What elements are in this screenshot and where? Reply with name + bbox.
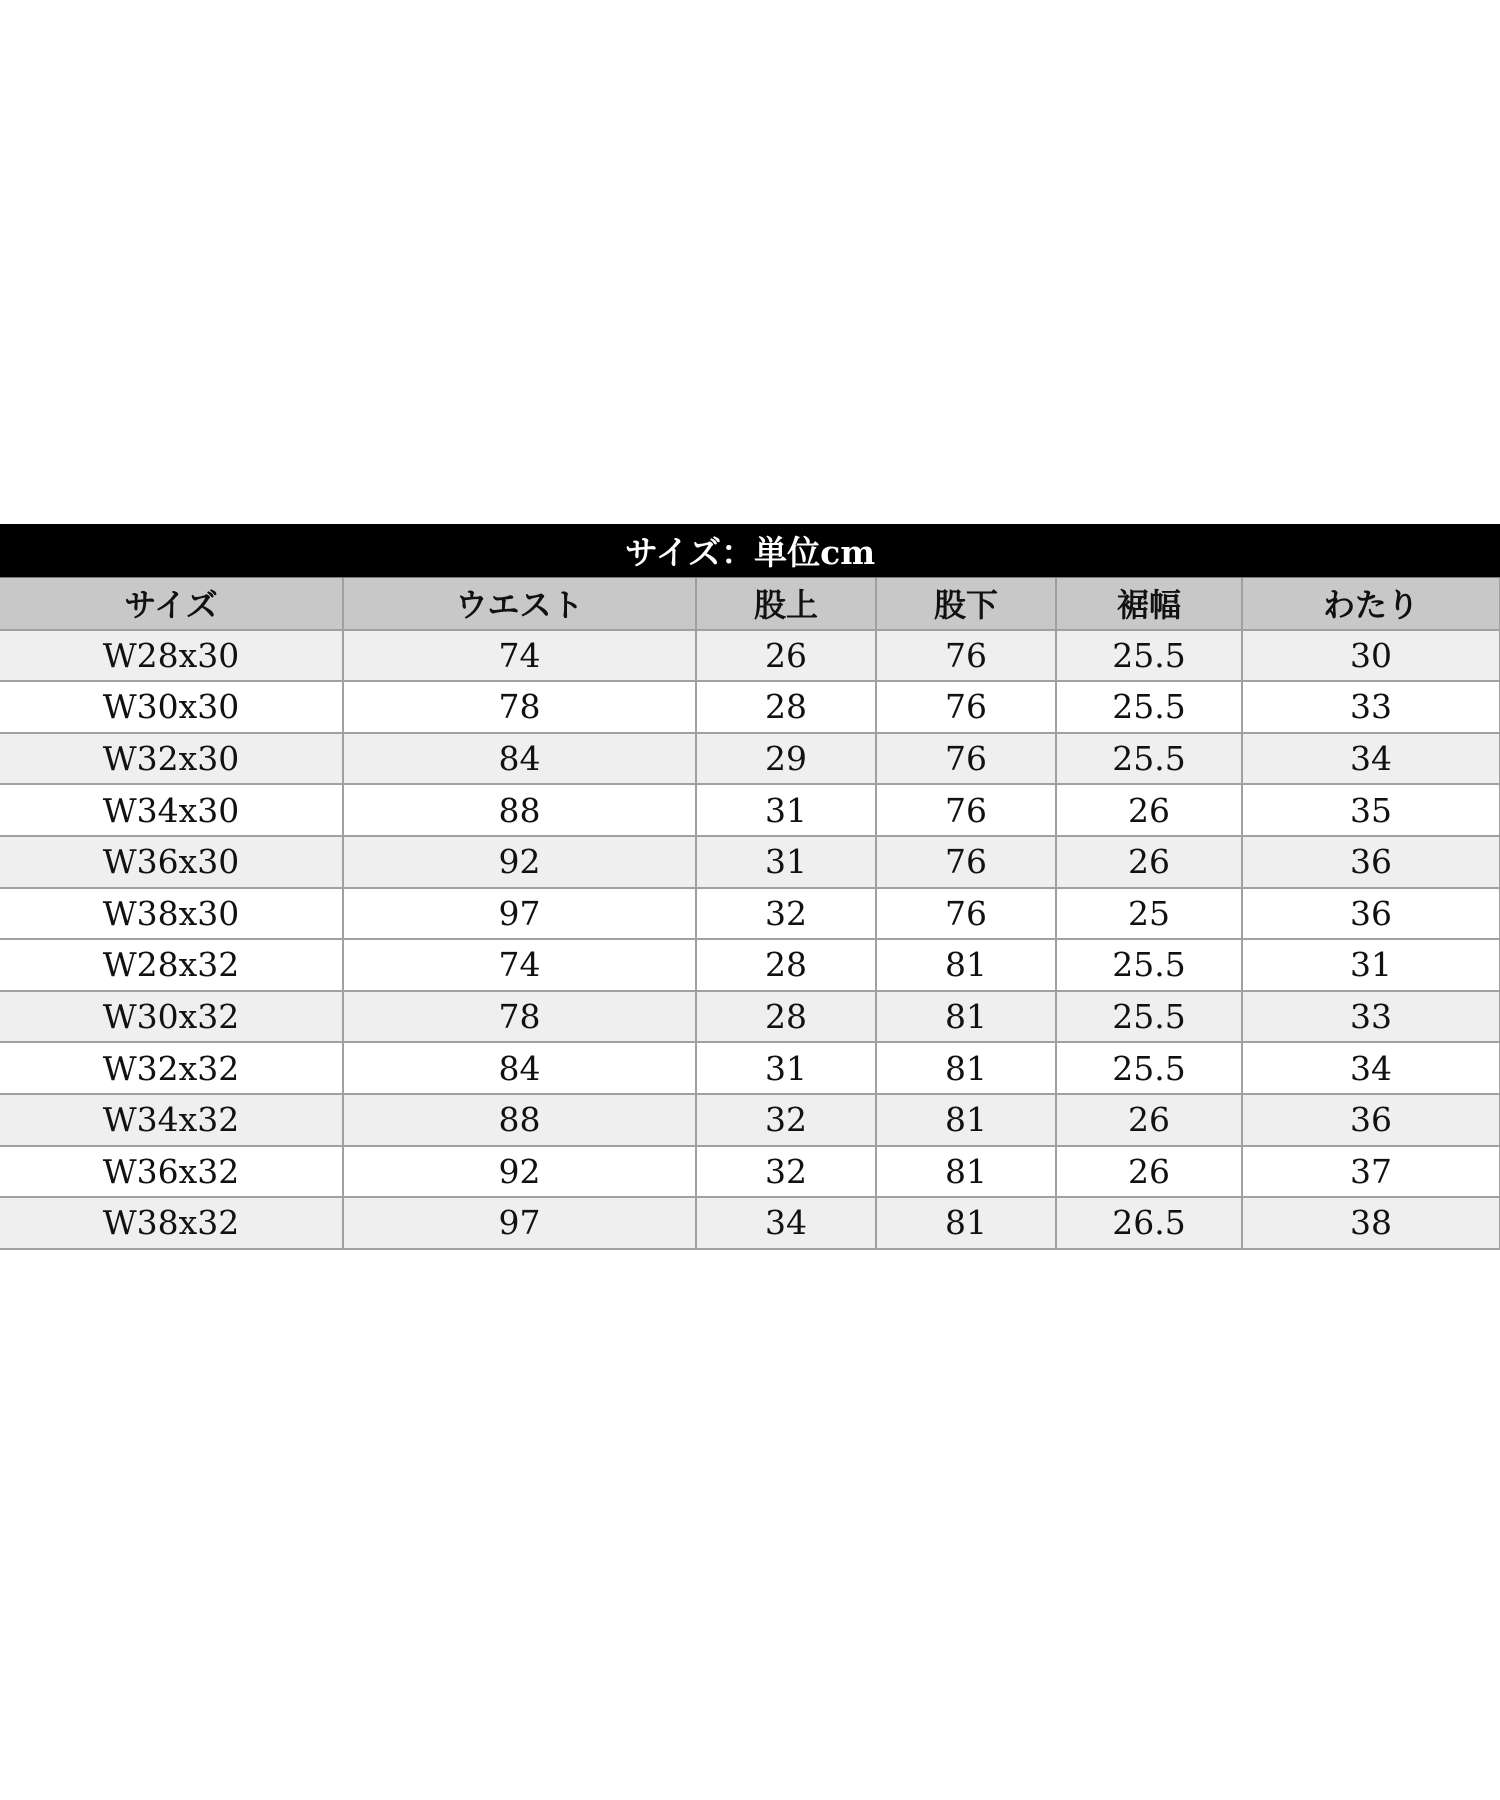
cell-inseam: 76	[876, 836, 1056, 888]
table-row	[0, 991, 1500, 1043]
cell-thigh: 38	[1242, 1197, 1500, 1249]
cell-size: W38x30	[0, 888, 343, 940]
cell-inseam: 76	[876, 681, 1056, 733]
table-row	[0, 733, 1500, 785]
cell-size: W32x30	[0, 733, 343, 785]
cell-size: W30x32	[0, 991, 343, 1043]
cell-thigh: 34	[1242, 1042, 1500, 1094]
table-row	[0, 888, 1500, 940]
cell-thigh: 37	[1242, 1146, 1500, 1198]
cell-thigh: 36	[1242, 1094, 1500, 1146]
cell-thigh: 33	[1242, 991, 1500, 1043]
cell-rise: 34	[696, 1197, 876, 1249]
cell-thigh: 34	[1242, 733, 1500, 785]
cell-hem-width: 26	[1056, 836, 1242, 888]
cell-thigh: 36	[1242, 888, 1500, 940]
cell-thigh: 33	[1242, 681, 1500, 733]
cell-rise: 28	[696, 939, 876, 991]
cell-size: W28x30	[0, 630, 343, 682]
cell-hem-width: 25.5	[1056, 681, 1242, 733]
cell-size: W34x32	[0, 1094, 343, 1146]
cell-thigh: 36	[1242, 836, 1500, 888]
cell-size: W30x30	[0, 681, 343, 733]
cell-inseam: 81	[876, 1146, 1056, 1198]
cell-hem-width: 25.5	[1056, 1042, 1242, 1094]
cell-hem-width: 25.5	[1056, 733, 1242, 785]
table-row	[0, 1094, 1500, 1146]
cell-inseam: 76	[876, 630, 1056, 682]
header-inseam: 股下	[876, 578, 1056, 630]
header-waist: ウエスト	[343, 578, 696, 630]
cell-hem-width: 25.5	[1056, 630, 1242, 682]
table-row	[0, 1146, 1500, 1198]
cell-rise: 26	[696, 630, 876, 682]
cell-waist: 84	[343, 733, 696, 785]
cell-rise: 31	[696, 784, 876, 836]
cell-inseam: 76	[876, 733, 1056, 785]
cell-waist: 84	[343, 1042, 696, 1094]
cell-hem-width: 26	[1056, 784, 1242, 836]
cell-rise: 28	[696, 991, 876, 1043]
cell-size: W32x32	[0, 1042, 343, 1094]
cell-waist: 97	[343, 888, 696, 940]
table-row	[0, 939, 1500, 991]
header-thigh: わたり	[1242, 578, 1500, 630]
table-row	[0, 681, 1500, 733]
cell-rise: 31	[696, 1042, 876, 1094]
cell-hem-width: 26	[1056, 1094, 1242, 1146]
cell-waist: 97	[343, 1197, 696, 1249]
table-row	[0, 1197, 1500, 1249]
cell-waist: 74	[343, 630, 696, 682]
cell-thigh: 31	[1242, 939, 1500, 991]
header-row	[0, 578, 1500, 630]
cell-waist: 92	[343, 1146, 696, 1198]
size-chart-title: サイズ：単位cm	[0, 524, 1500, 578]
cell-waist: 78	[343, 681, 696, 733]
cell-thigh: 35	[1242, 784, 1500, 836]
cell-size: W28x32	[0, 939, 343, 991]
cell-inseam: 81	[876, 939, 1056, 991]
cell-waist: 74	[343, 939, 696, 991]
cell-hem-width: 26	[1056, 1146, 1242, 1198]
cell-inseam: 76	[876, 888, 1056, 940]
cell-hem-width: 25.5	[1056, 991, 1242, 1043]
header-size: サイズ	[0, 578, 343, 630]
table-row	[0, 630, 1500, 682]
cell-waist: 78	[343, 991, 696, 1043]
cell-inseam: 76	[876, 784, 1056, 836]
cell-inseam: 81	[876, 991, 1056, 1043]
cell-size: W36x30	[0, 836, 343, 888]
cell-rise: 32	[696, 888, 876, 940]
cell-inseam: 81	[876, 1042, 1056, 1094]
cell-rise: 31	[696, 836, 876, 888]
cell-hem-width: 25.5	[1056, 939, 1242, 991]
cell-size: W38x32	[0, 1197, 343, 1249]
table-row	[0, 784, 1500, 836]
cell-waist: 88	[343, 1094, 696, 1146]
header-rise: 股上	[696, 578, 876, 630]
table-row	[0, 1042, 1500, 1094]
cell-size: W36x32	[0, 1146, 343, 1198]
cell-rise: 32	[696, 1146, 876, 1198]
cell-inseam: 81	[876, 1094, 1056, 1146]
cell-inseam: 81	[876, 1197, 1056, 1249]
cell-rise: 28	[696, 681, 876, 733]
cell-thigh: 30	[1242, 630, 1500, 682]
cell-hem-width: 26.5	[1056, 1197, 1242, 1249]
cell-rise: 32	[696, 1094, 876, 1146]
size-chart	[0, 524, 1500, 1250]
cell-waist: 92	[343, 836, 696, 888]
cell-waist: 88	[343, 784, 696, 836]
cell-rise: 29	[696, 733, 876, 785]
size-table	[0, 578, 1500, 1250]
cell-size: W34x30	[0, 784, 343, 836]
cell-hem-width: 25	[1056, 888, 1242, 940]
header-hem-width: 裾幅	[1056, 578, 1242, 630]
table-row	[0, 836, 1500, 888]
